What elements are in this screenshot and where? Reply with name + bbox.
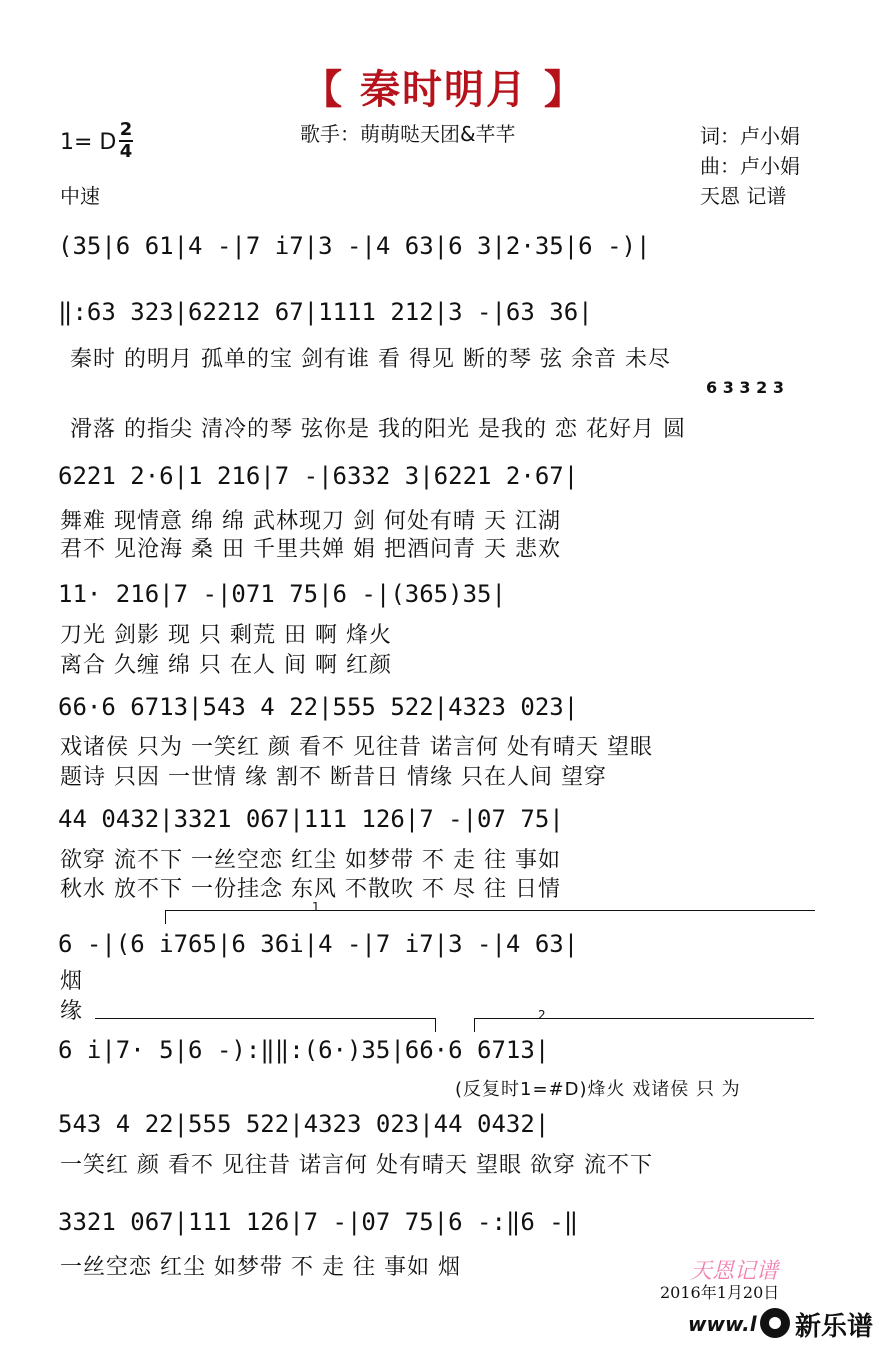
lyric-line: 舞难 现情意 绵 绵 武林现刀 剑 何处有晴 天 江湖 [60, 509, 561, 534]
volta-number: 1 [312, 900, 320, 914]
lyric-line: 君不 见沧海 桑 田 千里共婵 娟 把酒问青 天 悲欢 [60, 537, 561, 562]
time-signature [118, 120, 134, 162]
lyric-line: 烟 [60, 969, 84, 994]
watermark: 天恩记谱 [690, 1259, 779, 1284]
stave-notation: 6 i|7· 5|6 -):‖‖:(6·)35|66·6 6713| [58, 1036, 550, 1064]
stave-notation: 66·6 6713|543 4 22|555 522|4323 023| [58, 693, 579, 721]
lyric-line: 秦时 的明月 孤单的宝 剑有谁 看 得见 断的琴 弦 余音 未尽 [70, 347, 671, 372]
volta-bracket-line [95, 1018, 435, 1019]
brand-name[interactable]: 新乐谱 [795, 1312, 874, 1342]
stave-notation: 6 -|(6 i765|6 36i|4 -|7 i7|3 -|4 63| [58, 930, 579, 958]
lyricist-credit: 词：卢小娟 [700, 124, 800, 148]
lyric-line: 滑落 的指尖 清冷的琴 弦你是 我的阳光 是我的 恋 花好月 圆 [70, 417, 686, 442]
volta-bracket-line [165, 910, 815, 911]
transcriber-credit: 天恩 记谱 [700, 184, 787, 208]
lyric-line: 欲穿 流不下 一丝空恋 红尘 如梦带 不 走 往 事如 [60, 848, 561, 873]
lyric-line: 刀光 剑影 现 只 剩荒 田 啊 烽火 [60, 623, 392, 648]
volta-bracket-end [435, 1018, 436, 1032]
volta-bracket-start [474, 1018, 475, 1032]
lyric-line: 题诗 只因 一世情 缘 割不 断昔日 情缘 只在人间 望穿 [60, 765, 607, 790]
lyric-line: 离合 久缠 绵 只 在人 间 啊 红颜 [60, 653, 392, 678]
tempo-marking: 中速 [60, 184, 100, 208]
composer-credit: 曲：卢小娟 [700, 154, 800, 178]
lyric-line: 缘 [60, 999, 84, 1024]
time-signature-top: 2 [119, 119, 133, 140]
lyric-line: (反复时1=#D)烽火 戏诸侯 只 为 [455, 1079, 741, 1100]
lyric-line: 一丝空恋 红尘 如梦带 不 走 往 事如 烟 [60, 1255, 461, 1280]
key-signature: 1= D [60, 130, 117, 155]
alternate-notation: 6 3 3 2 3 [706, 378, 784, 397]
brand-logo-icon [760, 1308, 790, 1338]
time-signature-bottom: 4 [119, 141, 133, 162]
volta-number: 2 [538, 1008, 546, 1022]
lyric-line: 戏诸侯 只为 一笑红 颜 看不 见往昔 诺言何 处有晴天 望眼 [60, 735, 653, 760]
lyric-line: 一笑红 颜 看不 见往昔 诺言何 处有晴天 望眼 欲穿 流不下 [60, 1153, 653, 1178]
volta-bracket-start [165, 910, 166, 924]
singer-credit: 歌手：萌萌哒天团&芊芊 [300, 122, 516, 146]
lyric-line: 秋水 放不下 一份挂念 东风 不散吹 不 尽 往 日情 [60, 877, 561, 902]
stave-notation: 11· 216|7 -|071 75|6 -|(365)35| [58, 580, 506, 608]
stave-notation: (35|6 61|4 -|7 i7|3 -|4 63|6 3|2·35|6 -)| [58, 232, 651, 260]
stave-notation: ‖:63 323|62212 67|1111 212|3 -|63 36| [58, 298, 593, 326]
volta-bracket-line [474, 1018, 814, 1019]
date-stamp: 2016年1月20日 [660, 1283, 780, 1302]
page-title: 【 秦时明月 】 [302, 67, 586, 113]
stave-notation: 3321 067|111 126|7 -|07 75|6 -:‖6 -‖ [58, 1208, 579, 1236]
stave-notation: 44 0432|3321 067|111 126|7 -|07 75| [58, 805, 564, 833]
stave-notation: 543 4 22|555 522|4323 023|44 0432| [58, 1110, 550, 1138]
site-url[interactable]: www.l [688, 1312, 757, 1336]
stave-notation: 6221 2·6|1 216|7 -|6332 3|6221 2·67| [58, 462, 579, 490]
